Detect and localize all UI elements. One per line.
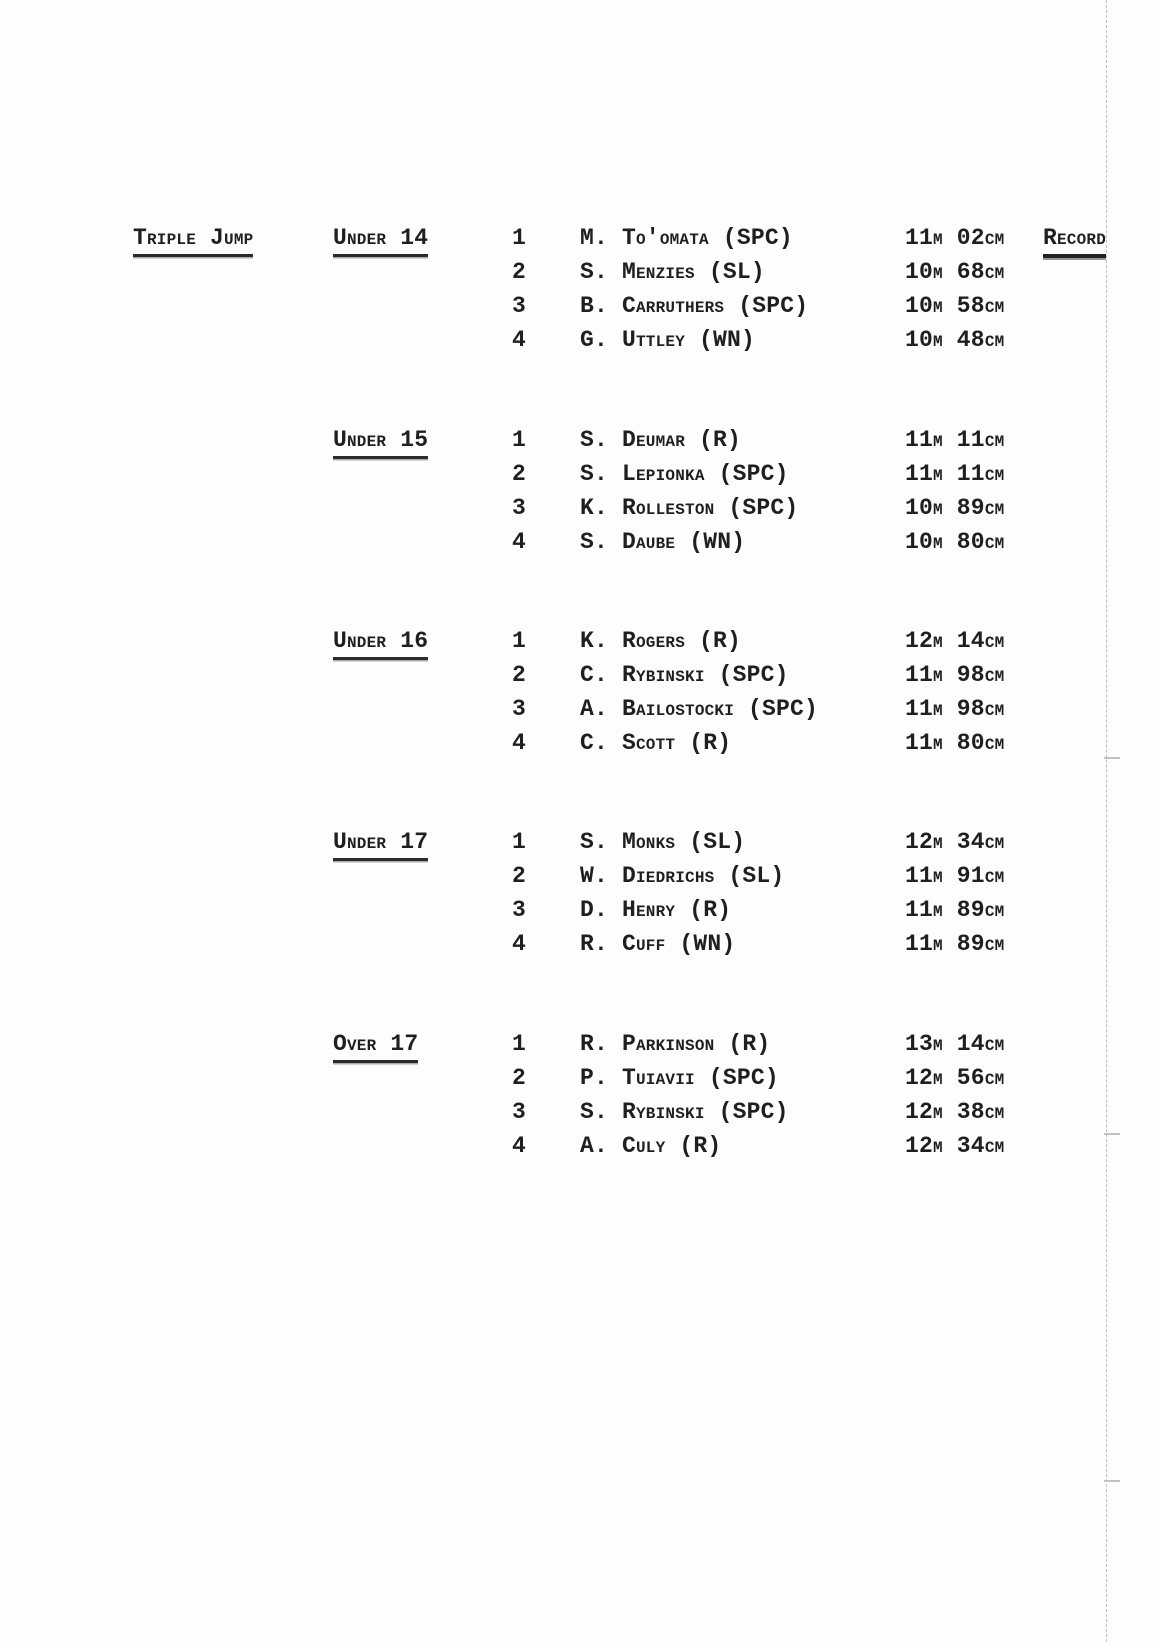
distance-result: 12m 34cm bbox=[905, 1133, 1005, 1159]
distance-result: 12m 38cm bbox=[905, 1099, 1005, 1125]
competitor-name: S. Daube (WN) bbox=[580, 529, 746, 555]
place-number: 3 bbox=[512, 293, 527, 319]
page-edge-tick bbox=[1104, 757, 1120, 759]
distance-result: 11m 80cm bbox=[905, 730, 1005, 756]
distance-result: 13m 14cm bbox=[905, 1031, 1005, 1057]
competitor-name: R. Cuff (WN) bbox=[580, 931, 736, 957]
place-number: 1 bbox=[512, 1031, 527, 1057]
distance-result: 10m 48cm bbox=[905, 327, 1005, 353]
distance-result: 11m 89cm bbox=[905, 897, 1005, 923]
competitor-name: A. Bailostocki (SPC) bbox=[580, 696, 819, 722]
distance-result: 10m 68cm bbox=[905, 259, 1005, 285]
competitor-name: A. Culy (R) bbox=[580, 1133, 722, 1159]
competitor-name: C. Scott (R) bbox=[580, 730, 732, 756]
distance-result: 11m 98cm bbox=[905, 662, 1005, 688]
record-label bbox=[1043, 221, 1106, 258]
distance-result: 11m 11cm bbox=[905, 461, 1005, 487]
competitor-name: K. Rogers (R) bbox=[580, 628, 742, 654]
age-group-label bbox=[333, 423, 428, 459]
result-row bbox=[0, 323, 1160, 357]
result-row bbox=[0, 624, 1160, 658]
record-label-text: Record bbox=[1043, 223, 1106, 258]
place-number: 2 bbox=[512, 863, 527, 889]
competitor-name: S. Monks (SL) bbox=[580, 829, 746, 855]
distance-result: 11m 11cm bbox=[905, 427, 1005, 453]
place-number: 3 bbox=[512, 696, 527, 722]
competitor-name: S. Lepionka (SPC) bbox=[580, 461, 789, 487]
result-row bbox=[0, 859, 1160, 893]
competitor-name: M. To'omata (SPC) bbox=[580, 225, 793, 251]
age-group-section bbox=[0, 1027, 1160, 1163]
distance-result: 10m 58cm bbox=[905, 293, 1005, 319]
competitor-name: R. Parkinson (R) bbox=[580, 1031, 771, 1057]
age-group-label-text: Under 14 bbox=[333, 223, 428, 257]
competitor-name: C. Rybinski (SPC) bbox=[580, 662, 789, 688]
result-row bbox=[0, 1061, 1160, 1095]
place-number: 3 bbox=[512, 897, 527, 923]
result-row bbox=[0, 423, 1160, 457]
result-row bbox=[0, 491, 1160, 525]
distance-result: 11m 91cm bbox=[905, 863, 1005, 889]
page-edge-perforation-line bbox=[1106, 0, 1107, 1642]
result-row bbox=[0, 726, 1160, 760]
place-number: 2 bbox=[512, 1065, 527, 1091]
result-row bbox=[0, 893, 1160, 927]
place-number: 4 bbox=[512, 529, 527, 555]
distance-result: 11m 89cm bbox=[905, 931, 1005, 957]
place-number: 2 bbox=[512, 461, 527, 487]
place-number: 4 bbox=[512, 730, 527, 756]
distance-result: 11m 02cm bbox=[905, 225, 1005, 251]
place-number: 1 bbox=[512, 427, 527, 453]
competitor-name: S. Deumar (R) bbox=[580, 427, 742, 453]
competitor-name: P. Tuiavii (SPC) bbox=[580, 1065, 779, 1091]
competitor-name: G. Uttley (WN) bbox=[580, 327, 756, 353]
result-row bbox=[0, 289, 1160, 323]
distance-result: 11m 98cm bbox=[905, 696, 1005, 722]
place-number: 3 bbox=[512, 1099, 527, 1125]
age-group-label-text: Under 16 bbox=[333, 626, 428, 660]
result-row bbox=[0, 221, 1160, 255]
place-number: 1 bbox=[512, 628, 527, 654]
competitor-name: K. Rolleston (SPC) bbox=[580, 495, 799, 521]
result-row bbox=[0, 255, 1160, 289]
age-group-label-text: Under 15 bbox=[333, 425, 428, 459]
result-row bbox=[0, 1129, 1160, 1163]
result-row bbox=[0, 692, 1160, 726]
competitor-name: B. Carruthers (SPC) bbox=[580, 293, 809, 319]
competitor-name: D. Henry (R) bbox=[580, 897, 732, 923]
place-number: 4 bbox=[512, 327, 527, 353]
age-group-label-text: Over 17 bbox=[333, 1029, 418, 1063]
place-number: 4 bbox=[512, 931, 527, 957]
page-edge-tick bbox=[1104, 1480, 1120, 1482]
age-group-section bbox=[0, 221, 1160, 357]
competitor-name: S. Rybinski (SPC) bbox=[580, 1099, 789, 1125]
result-row bbox=[0, 825, 1160, 859]
page-edge-tick bbox=[1104, 1133, 1120, 1135]
distance-result: 10m 80cm bbox=[905, 529, 1005, 555]
result-row bbox=[0, 927, 1160, 961]
place-number: 1 bbox=[512, 829, 527, 855]
event-title-text: Triple Jump bbox=[133, 223, 253, 257]
age-group-label bbox=[333, 1027, 418, 1063]
competitor-name: W. Diedrichs (SL) bbox=[580, 863, 785, 889]
age-group-label bbox=[333, 221, 428, 257]
age-group-section bbox=[0, 423, 1160, 559]
result-row bbox=[0, 525, 1160, 559]
place-number: 4 bbox=[512, 1133, 527, 1159]
result-row bbox=[0, 658, 1160, 692]
distance-result: 12m 14cm bbox=[905, 628, 1005, 654]
competitor-name: S. Menzies (SL) bbox=[580, 259, 765, 285]
place-number: 2 bbox=[512, 259, 527, 285]
place-number: 1 bbox=[512, 225, 527, 251]
distance-result: 12m 34cm bbox=[905, 829, 1005, 855]
distance-result: 12m 56cm bbox=[905, 1065, 1005, 1091]
place-number: 3 bbox=[512, 495, 527, 521]
event-title bbox=[133, 221, 253, 257]
result-row bbox=[0, 1095, 1160, 1129]
place-number: 2 bbox=[512, 662, 527, 688]
age-group-section bbox=[0, 624, 1160, 760]
age-group-label bbox=[333, 624, 428, 660]
result-row bbox=[0, 457, 1160, 491]
result-row bbox=[0, 1027, 1160, 1061]
age-group-section bbox=[0, 825, 1160, 961]
age-group-label-text: Under 17 bbox=[333, 827, 428, 861]
age-group-label bbox=[333, 825, 428, 861]
distance-result: 10m 89cm bbox=[905, 495, 1005, 521]
